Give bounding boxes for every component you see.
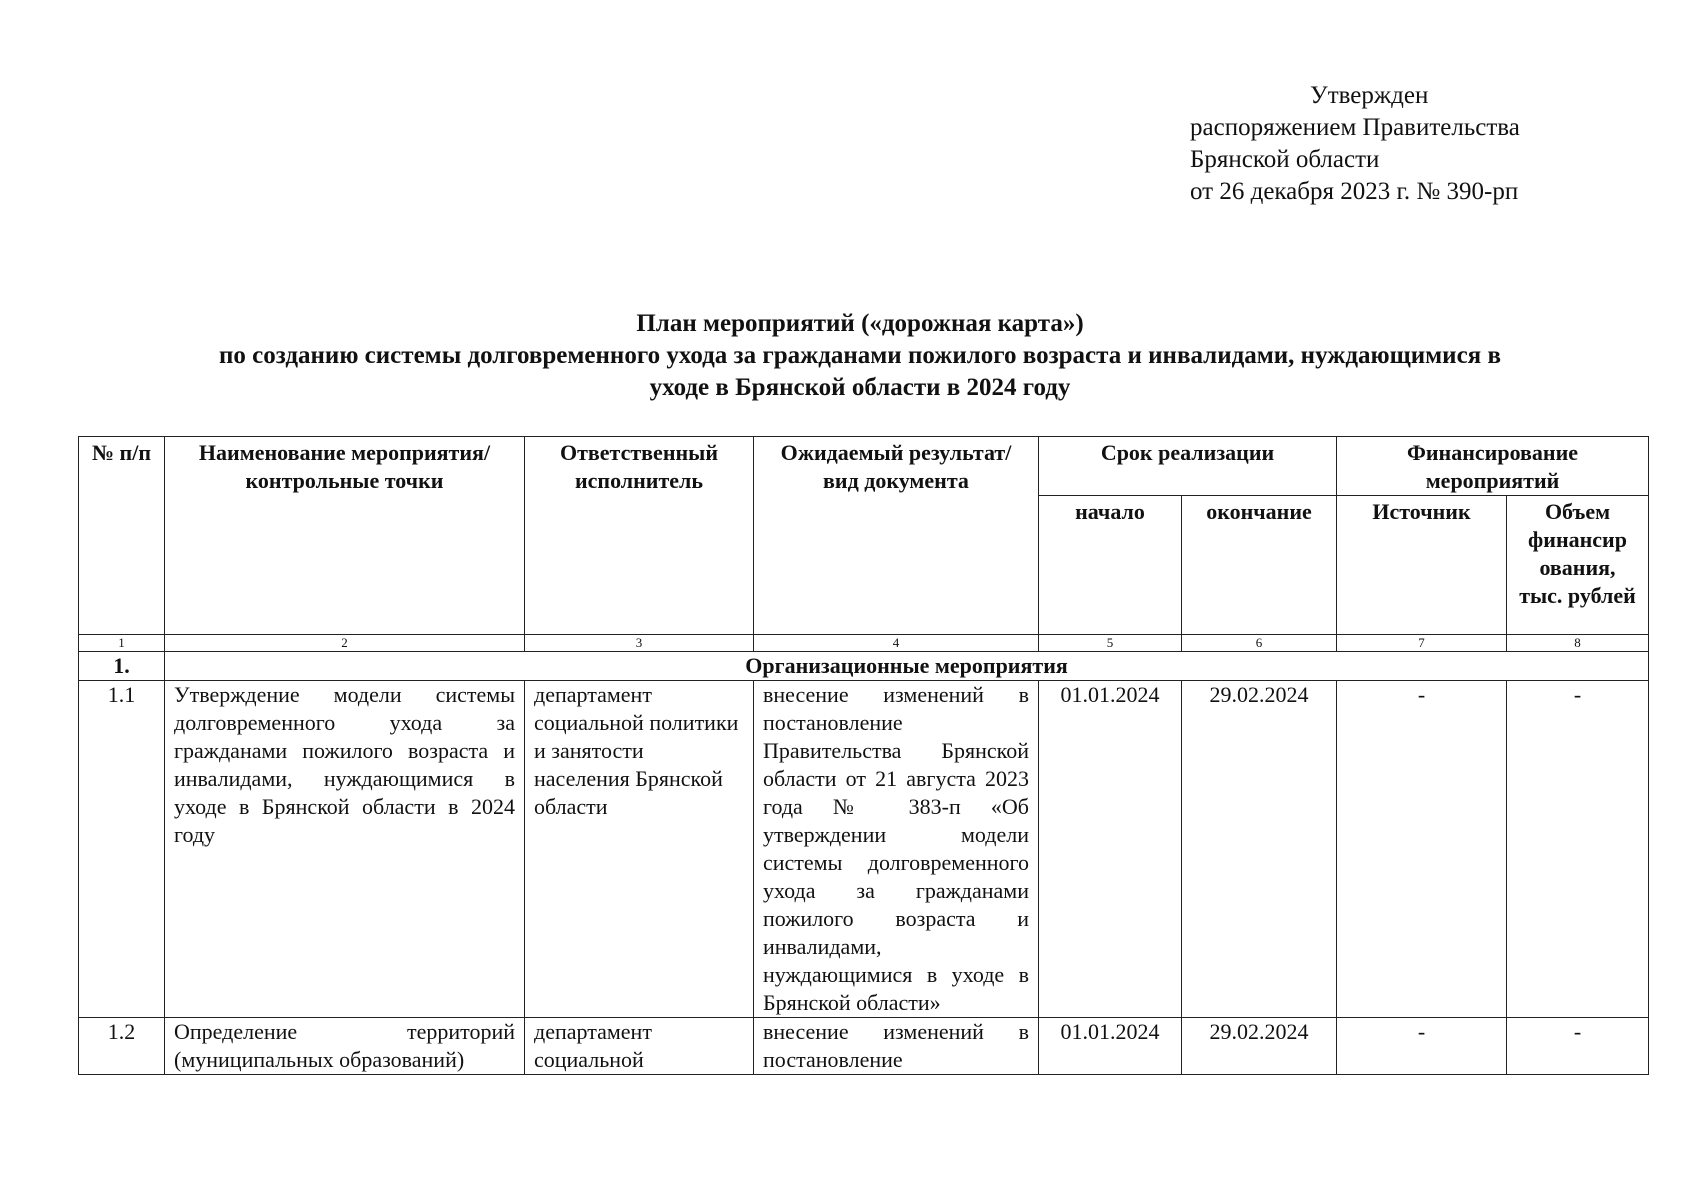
table-row [79,1018,1649,1075]
row-name: Определение территорий (муниципальных образований) [165,1018,525,1075]
column-number: 2 [165,635,525,652]
row-volume: - [1507,1018,1649,1075]
row-source: - [1337,681,1507,1018]
header-row-1 [79,437,1649,496]
row-executor: департамент социальной политики и занятости населения Брянской области [525,681,754,1018]
approval-line-3: Брянской области [1190,146,1380,173]
column-number: 4 [754,635,1039,652]
header-term-start: начало [1039,496,1182,635]
column-number: 7 [1337,635,1507,652]
column-number: 8 [1507,635,1649,652]
title-line-2: по созданию системы долговременного ухода за гражданами пожилого возраста и инвалидами, нуждающимися в [219,342,1501,369]
row-start: 01.01.2024 [1039,1018,1182,1075]
document-title [80,308,1640,404]
header-source: Источник [1337,496,1507,635]
column-number: 5 [1039,635,1182,652]
row-name: Утверждение модели системы долговременного ухода за гражданами пожилого возраста и инвалидами, нуждающимися в уходе в Брянской области в 2024 году [165,681,525,1018]
row-volume: - [1507,681,1649,1018]
column-number: 1 [79,635,165,652]
header-term-end: окончание [1182,496,1337,635]
plan-table [78,436,1649,1075]
row-source: - [1337,1018,1507,1075]
approval-line-4: от 26 декабря 2023 г. № 390-рп [1190,178,1519,205]
header-num: № п/п [79,437,165,635]
row-end: 29.02.2024 [1182,681,1337,1018]
row-num: 1.1 [79,681,165,1018]
header-financing: Финансирование мероприятий [1337,437,1649,496]
section-title: Организационные мероприятия [165,652,1649,681]
header-result: Ожидаемый результат/вид документа [754,437,1039,635]
row-end: 29.02.2024 [1182,1018,1337,1075]
column-number: 6 [1182,635,1337,652]
approval-line-2: распоряжением Правительства [1190,114,1520,141]
section-row [79,652,1649,681]
title-line-1: План мероприятий («дорожная карта») [636,310,1084,337]
row-executor: департамент социальной [525,1018,754,1075]
row-result: внесение изменений в постановление [754,1018,1039,1075]
column-number: 3 [525,635,754,652]
header-term: Срок реализации [1039,437,1337,496]
approval-line-1: Утвержден [1310,82,1429,109]
row-result: внесение изменений в постановление Правительства Брянской области от 21 августа 2023 года № 383-п «Об утверждении модели системы долговременного ухода за гражданами пожилого возраста и инвалидами, нуждающимися в уходе в Брянской области» [754,681,1039,1018]
section-num: 1. [79,652,165,681]
header-name: Наименование мероприятия/ контрольные точки [165,437,525,635]
column-numbers-row [79,635,1649,652]
table-row [79,681,1649,1018]
row-num: 1.2 [79,1018,165,1075]
header-volume: Объем финансир ования, тыс. рублей [1507,496,1649,635]
approval-block [1190,80,1520,208]
header-executor: Ответственный исполнитель [525,437,754,635]
title-line-3: уходе в Брянской области в 2024 году [649,374,1071,401]
row-start: 01.01.2024 [1039,681,1182,1018]
